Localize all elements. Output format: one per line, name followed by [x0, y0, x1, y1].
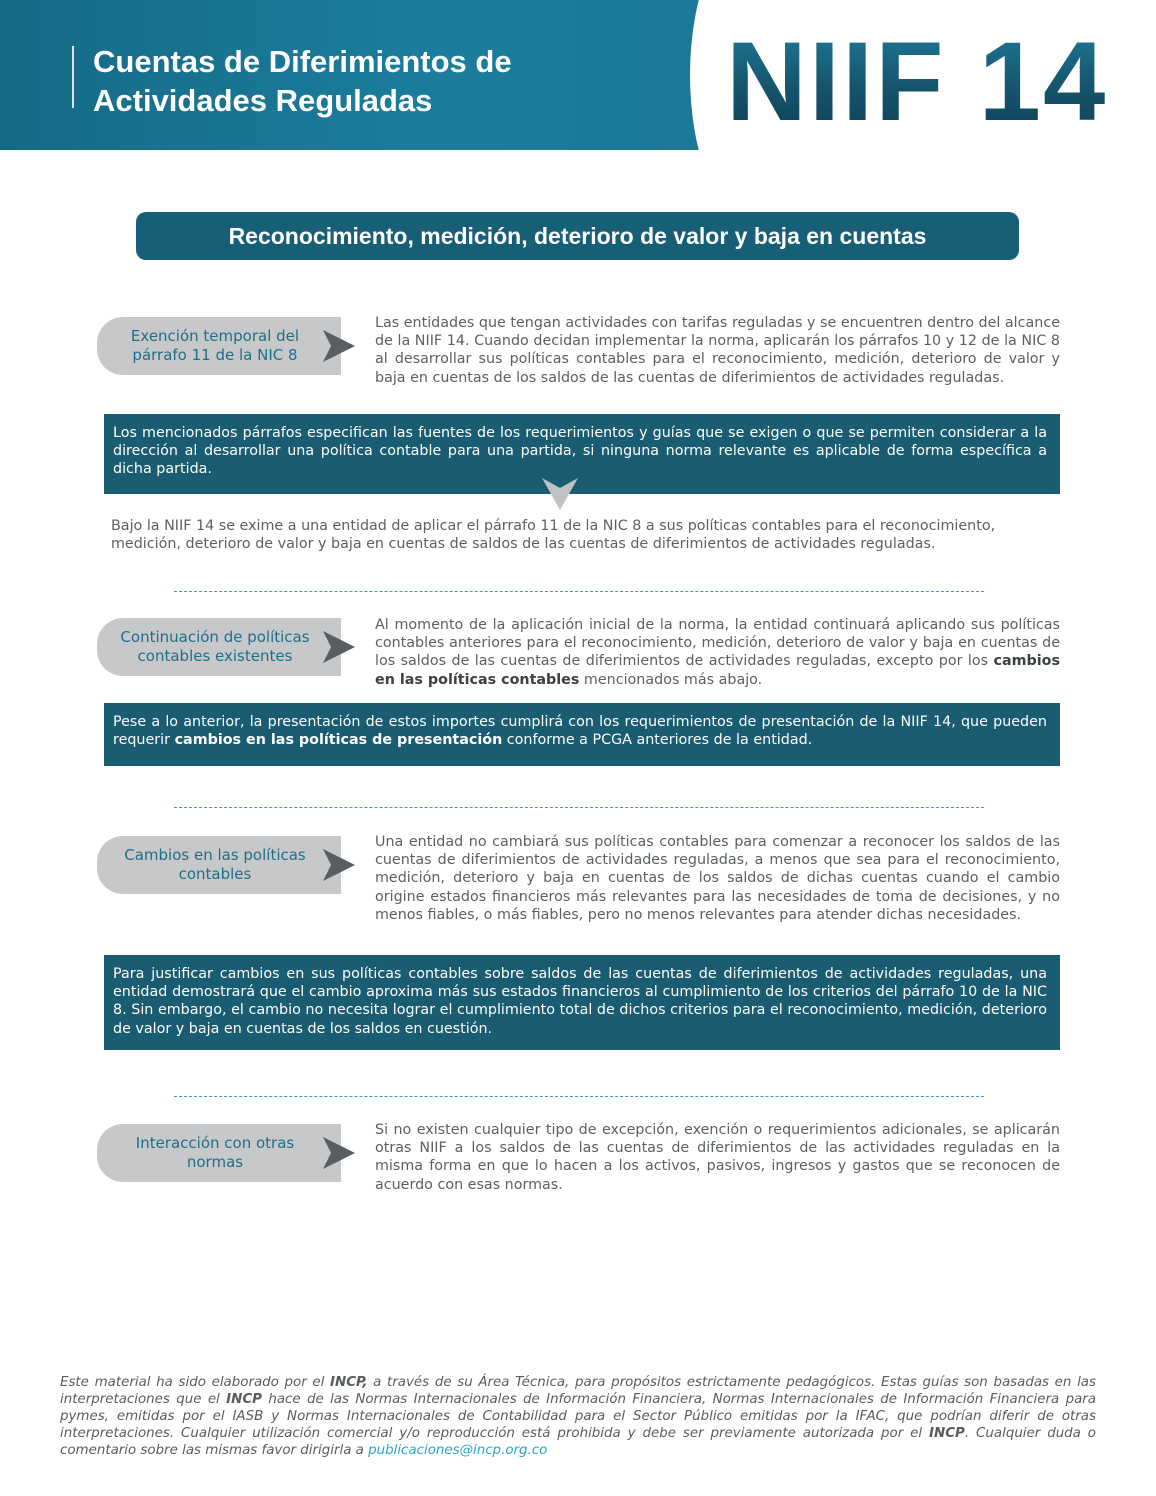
tag-interaccion-normas [97, 1124, 357, 1182]
highlight-box [104, 414, 1060, 494]
tag-label: Interacción con otras normas [135, 1134, 295, 1171]
chevron-down-icon [540, 476, 580, 512]
tag-label: Cambios en las políticas contables [124, 846, 306, 883]
tag-exencion-temporal [97, 317, 357, 375]
contact-email-link[interactable]: publicaciones@incp.org.co [368, 1443, 548, 1458]
tag-label: Exención temporal del párrafo 11 de la NIC 8 [130, 327, 300, 364]
dashed-divider [174, 807, 984, 808]
tag-cambios-politicas [97, 836, 357, 894]
dashed-divider [174, 591, 984, 592]
standard-logo: NIIF 14 [726, 26, 1126, 138]
page-header [0, 0, 1156, 150]
chevron-right-icon [319, 847, 359, 883]
tag-label: Continuación de políticas contables existentes [120, 628, 310, 665]
highlight-text: Para justificar cambios en sus políticas contables sobre saldos de las cuentas de diferimientos de actividades reguladas, una entidad demostrará que el cambio aproxima más sus estados financieros al cumplimiento de los criterios del párrafo 10 de la NIC 8. Sin embargo, el cambio no necesita lograr el cumplimiento total de dichos criterios para el reconocimiento, medición, deterioro de valor y baja en cuentas de los saldos en cuestión. [113, 966, 1047, 1037]
chevron-right-icon [319, 1135, 359, 1171]
chevron-right-icon [319, 629, 359, 665]
highlight-text: Los mencionados párrafos especifican las fuentes de los requerimientos y guías que se exigen o que se permiten considerar a la dirección al desarrollar una política contable para una partida, si ninguna norma relevante es aplicable de forma específica a dicha partida. [113, 425, 1047, 478]
section-intro: Al momento de la aplicación inicial de la norma, la entidad continuará aplicando sus políticas contables anteriores para el reconocimiento, medición, deterioro de valor y baja en cuentas de los saldos de las cuentas de diferimientos de actividades reguladas, excepto por los cambios en las políticas contables mencionados más abajo. [375, 617, 1060, 688]
tag-continuacion-politicas [97, 618, 357, 676]
footer-disclaimer: Este material ha sido elaborado por el INCP, a través de su Área Técnica, para propósitos estrictamente pedagógicos. Estas guías son basadas en las interpretaciones que el INCP hace de las Normas Internacionales de Información Financiera, Normas Internacionales de Información Financiera para pymes, emitidas por el IASB y Normas Internacionales de Contabilidad para el Sector Público emitidas por la IFAC, que podrían diferir de otras interpretaciones. Cualquier utilización comercial y/o reproducción está prohibida y debe ser previamente autorizada por el INCP. Cualquier duda o comentario sobre las mismas favor dirigirla a publicaciones@incp.org.co [60, 1375, 1096, 1458]
section-note: Bajo la NIIF 14 se exime a una entidad de aplicar el párrafo 11 de la NIC 8 a sus políticas contables para el reconocimiento, medición, deterioro de valor y baja en cuentas de saldos de las cuentas de diferimientos de actividades reguladas. [111, 518, 996, 553]
page-title [93, 42, 613, 120]
chevron-right-icon [319, 328, 359, 364]
page-title-line2: Actividades Reguladas [93, 83, 433, 118]
header-divider [72, 46, 74, 108]
section-intro: Una entidad no cambiará sus políticas contables para comenzar a reconocer los saldos de las cuentas de diferimientos de actividades reguladas, a menos que sea para el reconocimiento, medición, deterioro y baja en cuentas de los saldos de dichas cuentas cuando el cambio origine estados financieros más relevantes para las necesidades de toma de decisiones, y no menos fiables, o más fiables, pero no menos relevantes para atender dichas necesidades. [375, 834, 1060, 923]
section-intro: Si no existen cualquier tipo de excepción, exención o requerimientos adicionales, se aplicarán otras NIIF a los saldos de las cuentas de diferimientos de las actividades reguladas en la misma forma en que lo hacen a los activos, pasivos, ingresos y gastos que se reconocen de acuerdo con esas normas. [375, 1122, 1060, 1193]
section-intro: Las entidades que tengan actividades con tarifas reguladas y se encuentren dentro del alcance de la NIIF 14. Cuando decidan implementar la norma, aplicarán los párrafos 10 y 12 de la NIC 8 al desarrollar sus políticas contables para el reconocimiento, medición, deterioro de valor y baja en cuentas de los saldos de las cuentas de diferimientos de actividades reguladas. [375, 315, 1060, 386]
section-banner: Reconocimiento, medición, deterioro de valor y baja en cuentas [136, 212, 1019, 260]
dashed-divider [174, 1096, 984, 1097]
highlight-box [104, 703, 1060, 766]
page-title-line1: Cuentas de Diferimientos de [93, 44, 512, 79]
highlight-text: Pese a lo anterior, la presentación de estos importes cumplirá con los requerimientos de presentación de la NIIF 14, que pueden requerir cambios en las políticas de presentación conforme a PCGA anteriores de la entidad. [113, 714, 1047, 749]
highlight-box [104, 955, 1060, 1050]
